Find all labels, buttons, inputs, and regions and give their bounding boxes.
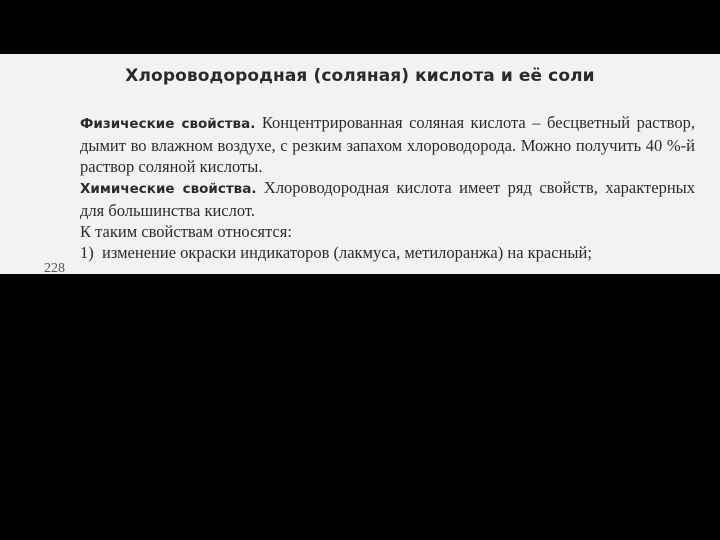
list-item-text: изменение окраски индикаторов (лакмуса, метилоранжа) на красный; — [102, 243, 592, 262]
page-title: Хлороводородная (соляная) кислота и её соли — [125, 66, 595, 86]
paragraph-chemical — [80, 177, 695, 221]
list-item-number: 1) — [80, 243, 94, 262]
physical-properties-text: Концентрированная соляная кислота – бесцветный раствор, дымит во влажном воздухе, с резким запахом хлороводорода. Можно получить 40 %-й раствор соляной кислоты. — [80, 113, 695, 176]
chemical-properties-lead: Химические свойства. — [80, 181, 257, 197]
body-text — [80, 112, 695, 263]
chemical-properties-text: Хлороводородная кислота имеет ряд свойств, характерных для большинства кислот. — [80, 178, 695, 220]
page-strip — [0, 54, 720, 274]
page-number: 228 — [44, 261, 65, 274]
list-item — [80, 242, 695, 263]
physical-properties-lead: Физические свойства. — [80, 116, 256, 132]
paragraph-intro: К таким свойствам относятся: — [80, 222, 292, 241]
paragraph-physical — [80, 112, 695, 177]
